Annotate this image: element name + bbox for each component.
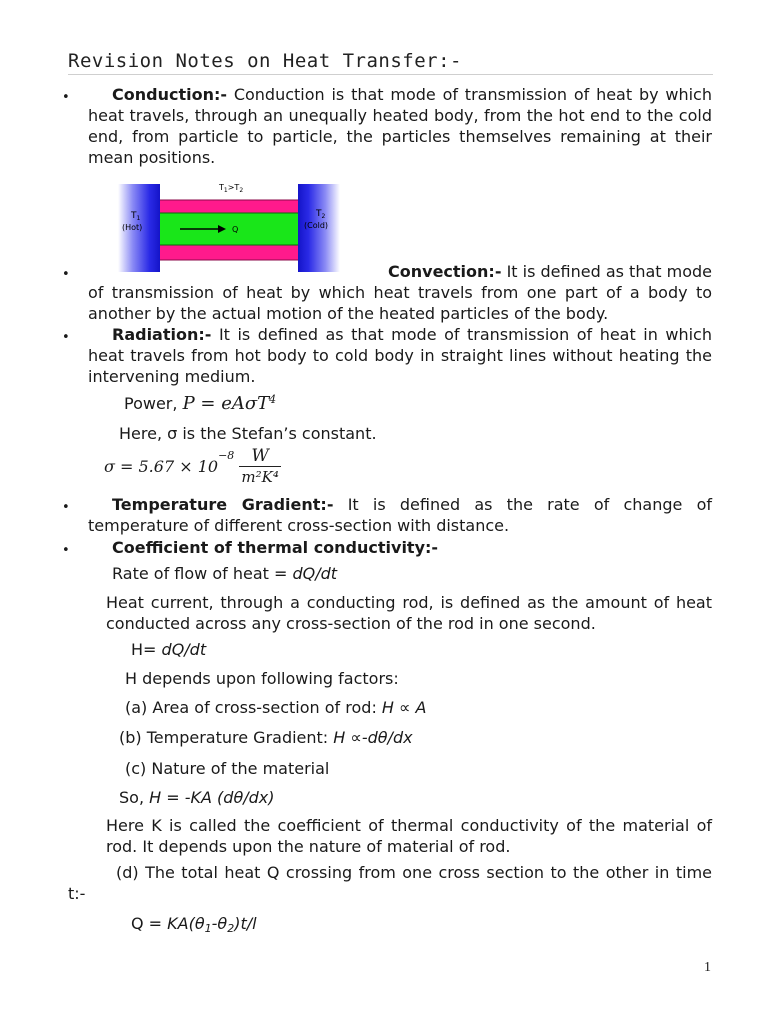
depends-line: H depends upon following factors: bbox=[125, 669, 399, 688]
so-math-paren: (dθ/dx) bbox=[211, 788, 275, 807]
so-label: So, bbox=[119, 788, 150, 807]
gradient-paragraph bbox=[88, 494, 712, 536]
conduction-text: Conduction is that mode of transmission of heat by which heat travels, through an unequally heated body, from the hot end to the cold end, from particle to particle, the particles themselves remaining at their mean positions. bbox=[88, 85, 712, 167]
bullet-marker: • bbox=[62, 90, 70, 105]
power-label: Power, bbox=[124, 394, 178, 413]
so-math: H = -KA bbox=[149, 788, 212, 807]
radiation-heading: Radiation:- bbox=[112, 325, 212, 344]
rate-line bbox=[112, 563, 337, 584]
factor-b-math: H ∝-dθ/dx bbox=[333, 728, 413, 747]
total-heat-paragraph: (d) The total heat Q crossing from one cross section to the other in time t:- bbox=[68, 863, 712, 903]
condition-label: $T_1>T_2$ bbox=[219, 183, 244, 194]
conduction-heading: Conduction:- bbox=[112, 85, 228, 104]
hot-sublabel: (Hot) bbox=[122, 223, 143, 232]
radiation-paragraph bbox=[88, 324, 712, 387]
factor-a bbox=[125, 697, 427, 718]
conduction-paragraph bbox=[88, 84, 712, 168]
conduction-figure bbox=[118, 180, 340, 274]
rate-value: dQ/dt bbox=[292, 564, 338, 583]
q-line bbox=[131, 913, 257, 934]
q-formula: $KA(\theta_1-\theta_2)t/l$ bbox=[167, 914, 257, 935]
inner-bar bbox=[158, 213, 300, 245]
here-k-paragraph: Here K is called the coefficient of thermal conductivity of the material of rod. It depends upon the nature of material of rod. bbox=[106, 816, 712, 856]
sigma-formula bbox=[104, 446, 281, 490]
q-label: Q = bbox=[131, 914, 168, 933]
cold-label: $T_2$ bbox=[316, 209, 326, 220]
flow-label: Q bbox=[232, 225, 239, 234]
bullet-marker: • bbox=[62, 267, 70, 282]
convection-heading: Convection:- bbox=[388, 262, 502, 281]
sigma-lhs: σ = 5.67 × 10 bbox=[104, 457, 219, 476]
conductivity-heading: Coefficient of thermal conductivity:- bbox=[112, 538, 439, 557]
convection-text-rest: of transmission of heat by which heat travels from one part of a body to another by the actual motion of the heated particles of the body. bbox=[88, 283, 712, 323]
bullet-marker: • bbox=[62, 543, 70, 558]
convection-text-first: It is defined as that mode bbox=[506, 262, 712, 281]
factor-b-label: (b) Temperature Gradient: bbox=[119, 728, 334, 747]
stefan-note: Here, σ is the Stefan’s constant. bbox=[119, 424, 377, 443]
sigma-fraction bbox=[239, 446, 280, 487]
factor-b bbox=[119, 727, 413, 748]
power-exponent: 4 bbox=[269, 393, 277, 406]
power-formula: P = eAσT bbox=[182, 393, 270, 414]
gradient-text: It is defined as the rate of change of temperature of different cross-section with distance. bbox=[88, 495, 712, 535]
so-line bbox=[119, 787, 274, 808]
sigma-numerator: W bbox=[239, 446, 280, 467]
cold-sublabel: (Cold) bbox=[304, 221, 329, 230]
sigma-denominator: m²K⁴ bbox=[241, 468, 279, 486]
power-line bbox=[124, 393, 276, 414]
h-label: H= bbox=[131, 640, 162, 659]
hot-label: $T_1$ bbox=[131, 211, 141, 222]
bullet-marker: • bbox=[62, 500, 70, 515]
gradient-heading: Temperature Gradient:- bbox=[112, 495, 334, 514]
factor-a-math: H ∝ A bbox=[381, 698, 427, 717]
bullet-marker: • bbox=[62, 330, 70, 345]
factor-a-label: (a) Area of cross-section of rod: bbox=[125, 698, 382, 717]
heat-current-paragraph: Heat current, through a conducting rod, is defined as the amount of heat conducted across any cross-section of the rod in one second. bbox=[106, 593, 712, 633]
page-title: Revision Notes on Heat Transfer:- bbox=[68, 50, 713, 75]
h-value: dQ/dt bbox=[161, 640, 207, 659]
h-line bbox=[131, 639, 206, 660]
conduction-diagram bbox=[118, 180, 340, 274]
convection-paragraph bbox=[88, 261, 712, 324]
radiation-text: It is defined as that mode of transmission of heat in which heat travels from hot body to cold body in straight lines without heating the intervening medium. bbox=[88, 325, 712, 386]
page-number: 1 bbox=[704, 960, 711, 975]
factor-c: (c) Nature of the material bbox=[125, 759, 330, 778]
rate-label: Rate of flow of heat = bbox=[112, 564, 293, 583]
sigma-exponent: −8 bbox=[218, 449, 235, 462]
